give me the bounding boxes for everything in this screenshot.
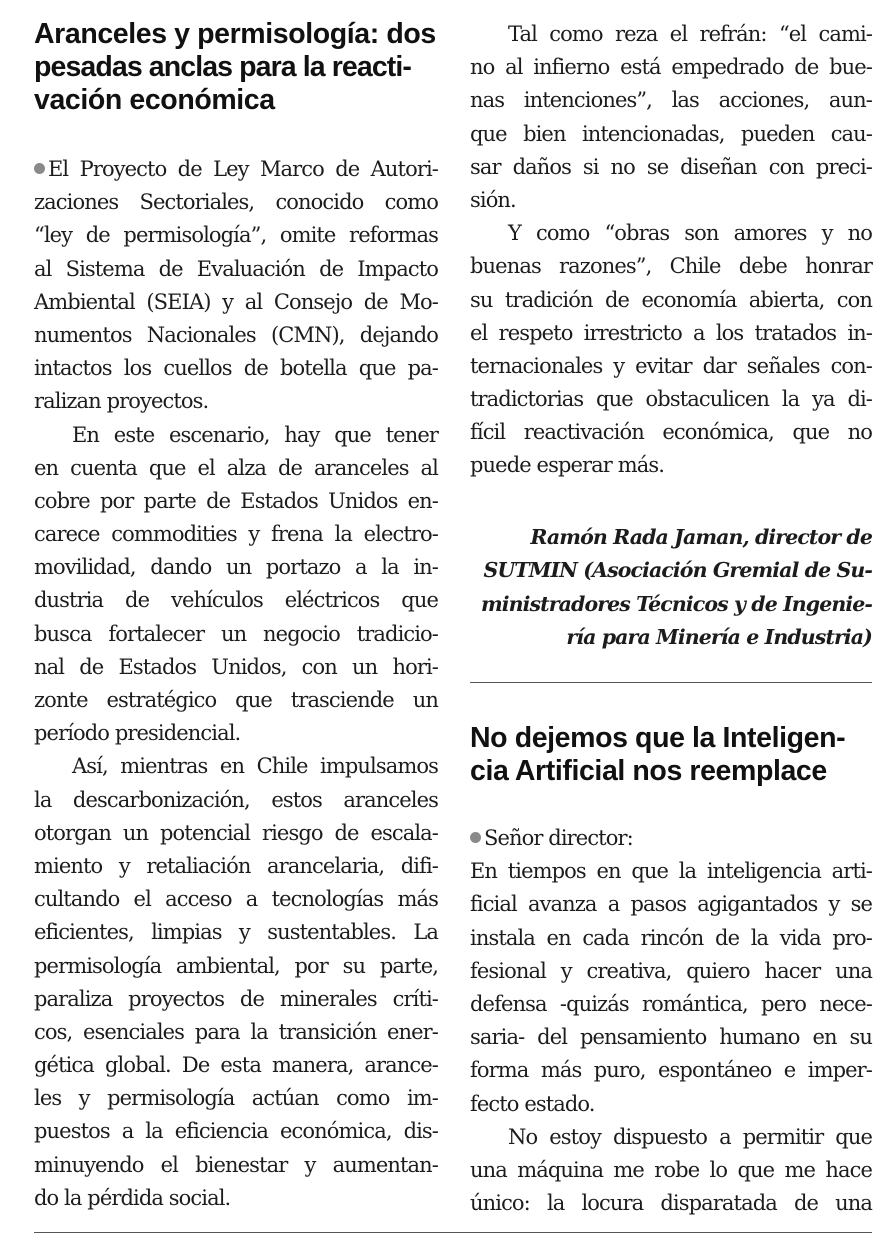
body-line: fícil reactivación económica, que no [470, 420, 872, 445]
bottom-rule [34, 1232, 872, 1233]
article1-headline [34, 18, 438, 117]
body-line: el respeto irrestricto a los tratados in- [470, 320, 872, 345]
body-line: Y como “obras son amores y no [508, 221, 872, 246]
body-line: defensa -quizás romántica, pero nece- [470, 991, 872, 1016]
signature-line: Ramón Rada Jaman, director de [530, 524, 872, 549]
body-line: nal de Estados Unidos, con un hori- [34, 654, 438, 679]
headline-line: Aranceles y permisología: dos [34, 18, 436, 50]
body-line: les y permisología actúan como im- [34, 1086, 438, 1111]
body-line: forma más puro, espontáneo e imper- [470, 1058, 872, 1083]
bullet-icon [470, 832, 481, 843]
body-line: Así, mientras en Chile impulsamos [72, 754, 438, 779]
body-line: movilidad, dando un portazo a la in- [34, 555, 438, 580]
body-line: Señor director: [470, 822, 872, 855]
signature-line: SUTMIN (Asociación Gremial de Su- [483, 558, 872, 583]
left-column [34, 18, 438, 1215]
article1-continuation [470, 18, 872, 483]
body-line: busca fortalecer un negocio tradicio- [34, 621, 438, 646]
body-line: en cuenta que el alza de aranceles al [34, 455, 438, 480]
body-line: buenas razones”, Chile debe honrar [470, 254, 872, 279]
body-line: intactos los cuellos de botella que pa- [34, 356, 438, 381]
right-column [470, 18, 872, 655]
body-line: “ley de permisología”, omite reformas [34, 223, 438, 248]
body-line: una máquina me robe lo que me hace [470, 1157, 872, 1182]
body-line: El Proyecto de Ley Marco de Autori- [34, 153, 438, 186]
body-line: otorgan un potencial riesgo de escala- [34, 820, 438, 845]
body-line: No estoy dispuesto a permitir que [508, 1124, 872, 1149]
body-line: zaciones Sectoriales, conocido como [34, 190, 438, 215]
body-line: ficial avanza a pasos agigantados y se [470, 892, 872, 917]
article2-headline [470, 722, 872, 788]
headline-line: pesadas anclas para la reacti- [34, 51, 411, 83]
body-line: ralizan proyectos. [34, 389, 209, 414]
body-line: En este escenario, hay que tener [72, 422, 438, 447]
body-line: su tradición de economía abierta, con [470, 287, 872, 312]
body-line: nas intenciones”, las acciones, aun- [470, 88, 872, 113]
body-line: eficientes, limpias y sustentables. La [34, 920, 438, 945]
signature-line: ría para Minería e Industria) [566, 625, 872, 650]
body-line: cobre por parte de Estados Unidos en- [34, 488, 438, 513]
body-line: la descarbonización, estos aranceles [34, 787, 438, 812]
body-line: Ambiental (SEIA) y al Consejo de Mo- [34, 289, 438, 314]
headline-line: No dejemos que la Inteligen- [470, 722, 846, 754]
body-line: no al infierno está empedrado de bue- [470, 55, 872, 80]
article-divider [470, 682, 872, 683]
body-line: período presidencial. [34, 721, 241, 746]
body-line: paraliza proyectos de minerales críti- [34, 986, 438, 1011]
body-line: ternacionales y evitar dar señales con- [470, 353, 872, 378]
body-line: gética global. De esta manera, arance- [34, 1053, 438, 1078]
body-line: miento y retaliación arancelaria, difi- [34, 853, 438, 878]
body-line: carece commodities y frena la electro- [34, 522, 438, 547]
body-line: al Sistema de Evaluación de Impacto [34, 256, 438, 281]
article2-body [470, 822, 872, 1220]
body-line: puede esperar más. [470, 453, 664, 478]
body-line: minuyendo el bienestar y aumentan- [34, 1152, 438, 1177]
body-line: zonte estratégico que trasciende un [34, 688, 438, 712]
body-line: instala en cada rincón de la vida pro- [470, 925, 872, 950]
body-line: fesional y creativa, quiero hacer una [470, 958, 872, 983]
body-line: dustria de vehículos eléctricos que [34, 588, 438, 613]
headline-line: vación económica [34, 84, 275, 116]
body-line: numentos Nacionales (CMN), dejando [34, 322, 438, 347]
body-line: sar daños si no se diseñan con preci- [470, 154, 872, 179]
body-line: sión. [470, 187, 516, 212]
body-line: cos, esenciales para la transición ener- [34, 1019, 438, 1044]
body-line: permisología ambiental, por su parte, [34, 953, 438, 978]
body-line: Tal como reza el refrán: “el cami- [508, 22, 872, 46]
article1-signature [470, 521, 872, 655]
article1-body [34, 153, 438, 1215]
body-line: do la pérdida social. [34, 1185, 231, 1210]
article2 [470, 722, 872, 1220]
headline-line: cia Artificial nos reemplace [470, 755, 827, 787]
body-line: único: la locura disparatada de una [470, 1191, 872, 1216]
body-line: puestos a la eficiencia económica, dis- [34, 1119, 438, 1144]
body-line: saria- del pensamiento humano en su [470, 1025, 872, 1050]
body-line: cultando el acceso a tecnologías más [34, 887, 438, 912]
body-line: fecto estado. [470, 1091, 595, 1116]
bullet-icon [34, 163, 45, 174]
body-line: En tiempos en que la inteligencia arti- [470, 859, 872, 884]
body-line: tradictorias que obstaculicen la ya di- [470, 387, 872, 412]
body-line: que bien intencionadas, pueden cau- [470, 121, 872, 146]
signature-line: ministradores Técnicos y de Ingenie- [480, 591, 872, 616]
